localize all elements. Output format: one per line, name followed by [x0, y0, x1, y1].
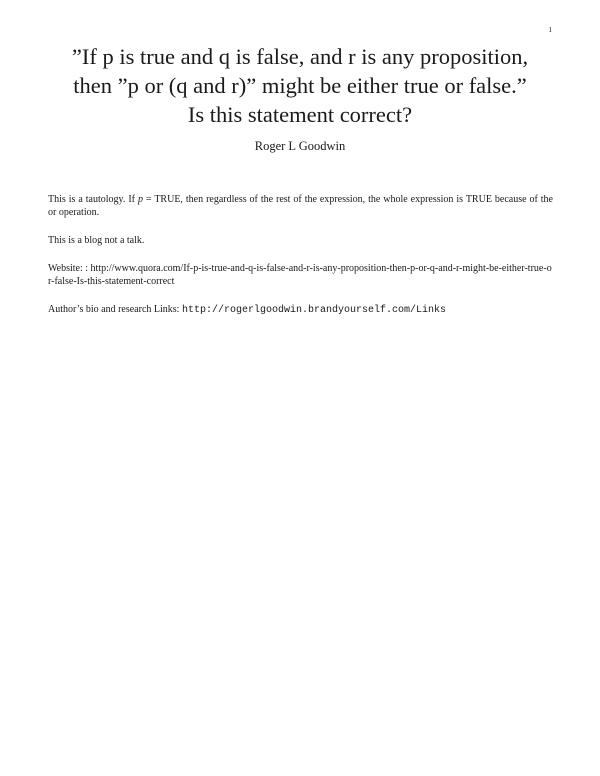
- title-line-3: Is this statement correct?: [187, 102, 413, 127]
- title-line-1: ”If p is true and q is false, and r is any proposition,: [71, 44, 529, 69]
- author-name: Roger L Goodwin: [254, 139, 346, 153]
- paragraph-author-links: [48, 304, 568, 318]
- math-variable-p: p: [137, 194, 143, 205]
- title-line-2: then ”p or (q and r)” might be either true or false.”: [73, 73, 527, 98]
- paragraph-tautology: [48, 194, 553, 219]
- paper-title: [30, 42, 570, 129]
- paragraph-website: [48, 263, 553, 288]
- website-label: Website: :: [48, 263, 91, 274]
- p1-text-after: TRUE, then regardless of the rest of the expression, the whole expression is TRUE because of the or operation.: [48, 194, 553, 218]
- page-number: 1: [548, 26, 552, 34]
- author-links-url[interactable]: http://rogerlgoodwin.brandyourself.com/Links: [181, 305, 446, 316]
- math-equals: =: [142, 194, 155, 205]
- p1-text-before: This is a tautology. If: [48, 194, 138, 205]
- website-link[interactable]: http://www.quora.com/If-p-is-true-and-q-is-false-and-r-is-any-proposition-then-p-or-q-and-r-might-be-either-true-or-false-Is-this-statement-correct: [48, 263, 552, 287]
- author-links-label: Author’s bio and research Links:: [48, 304, 182, 315]
- paragraph-blog-note: This is a blog not a talk.: [48, 235, 145, 246]
